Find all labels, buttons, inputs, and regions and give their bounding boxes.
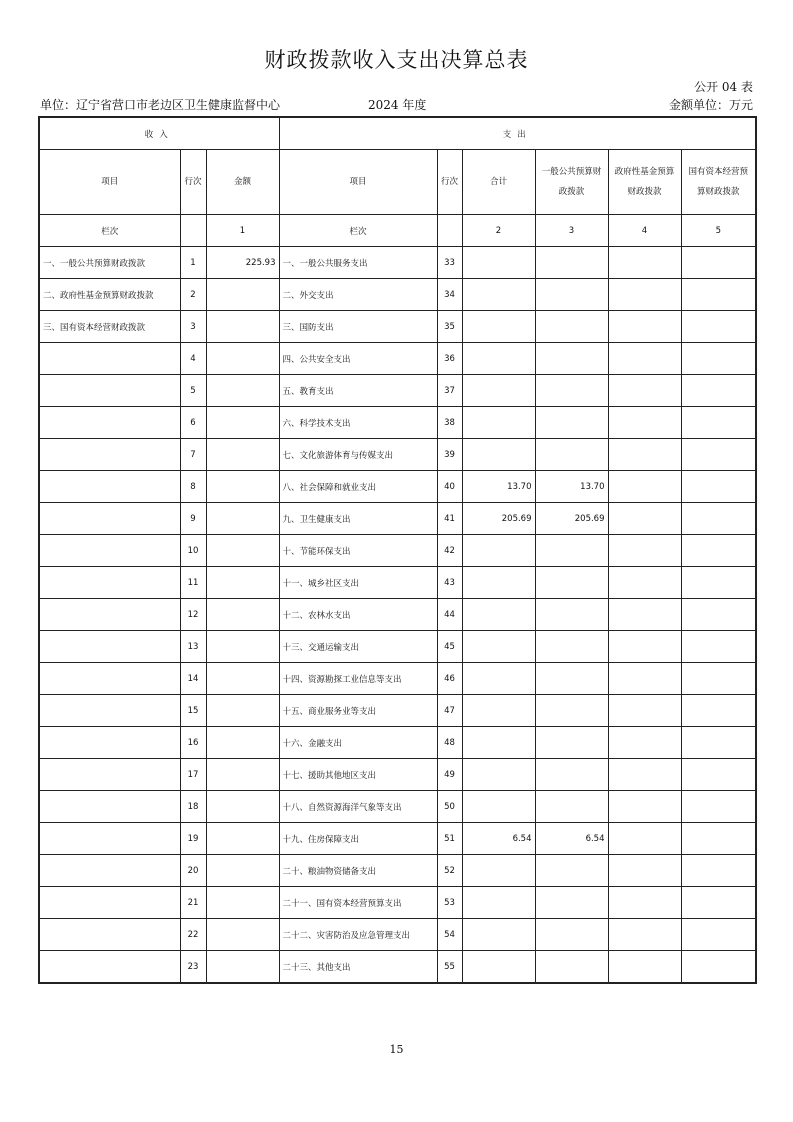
table-row (39, 919, 756, 951)
state-capital-cell (681, 855, 756, 887)
expense-item-cell: 一、一般公共服务支出 (279, 247, 437, 279)
state-capital-cell (681, 311, 756, 343)
income-rowno-cell: 18 (180, 791, 206, 823)
gov-fund-cell (608, 311, 681, 343)
state-capital-cell (681, 887, 756, 919)
table-row (39, 471, 756, 503)
general-budget-cell (535, 343, 608, 375)
total-cell (462, 759, 535, 791)
col-empty-2 (437, 215, 462, 247)
general-budget-cell (535, 247, 608, 279)
table-row (39, 311, 756, 343)
expense-item-cell: 六、科学技术支出 (279, 407, 437, 439)
expense-item-cell: 二、外交支出 (279, 279, 437, 311)
gov-fund-cell (608, 727, 681, 759)
total-cell (462, 919, 535, 951)
income-item-cell (39, 823, 180, 855)
total-cell (462, 631, 535, 663)
state-capital-cell (681, 759, 756, 791)
gov-fund-cell (608, 887, 681, 919)
income-rowno-cell: 4 (180, 343, 206, 375)
col-empty-1 (180, 215, 206, 247)
general-budget-cell (535, 695, 608, 727)
expense-item-cell: 九、卫生健康支出 (279, 503, 437, 535)
expense-item-cell: 十四、资源勘探工业信息等支出 (279, 663, 437, 695)
income-amount-cell (206, 823, 279, 855)
income-rowno-cell: 14 (180, 663, 206, 695)
total-cell: 6.54 (462, 823, 535, 855)
gov-fund-cell (608, 247, 681, 279)
state-capital-cell (681, 439, 756, 471)
income-amount-header: 金额 (206, 150, 279, 215)
state-capital-cell (681, 343, 756, 375)
expense-rowno-cell: 53 (437, 887, 462, 919)
expense-rowno-cell: 35 (437, 311, 462, 343)
gov-fund-cell (608, 599, 681, 631)
col-number-3: 3 (535, 215, 608, 247)
income-amount-cell (206, 791, 279, 823)
col-label-income: 栏次 (39, 215, 180, 247)
general-budget-cell (535, 567, 608, 599)
income-amount-cell (206, 439, 279, 471)
table-row (39, 503, 756, 535)
income-item-cell (39, 535, 180, 567)
income-rowno-cell: 10 (180, 535, 206, 567)
income-amount-cell (206, 343, 279, 375)
unit-row (40, 96, 753, 114)
gov-fund-cell (608, 791, 681, 823)
income-amount-cell (206, 471, 279, 503)
total-header: 合计 (462, 150, 535, 215)
total-cell (462, 791, 535, 823)
general-budget-cell (535, 855, 608, 887)
expense-rowno-cell: 37 (437, 375, 462, 407)
income-item-cell (39, 503, 180, 535)
expense-rowno-cell: 52 (437, 855, 462, 887)
income-rowno-cell: 20 (180, 855, 206, 887)
gov-fund-cell (608, 631, 681, 663)
income-rowno-header: 行次 (180, 150, 206, 215)
income-rowno-cell: 15 (180, 695, 206, 727)
general-budget-cell: 205.69 (535, 503, 608, 535)
expense-item-cell: 十一、城乡社区支出 (279, 567, 437, 599)
expense-item-cell: 十八、自然资源海洋气象等支出 (279, 791, 437, 823)
income-rowno-cell: 17 (180, 759, 206, 791)
income-header: 收入 (39, 117, 279, 150)
income-rowno-cell: 19 (180, 823, 206, 855)
general-budget-cell (535, 919, 608, 951)
total-cell (462, 727, 535, 759)
income-item-cell (39, 343, 180, 375)
expense-rowno-cell: 38 (437, 407, 462, 439)
general-budget-cell (535, 663, 608, 695)
state-capital-cell (681, 503, 756, 535)
income-rowno-cell: 11 (180, 567, 206, 599)
state-capital-cell (681, 535, 756, 567)
gov-fund-cell (608, 567, 681, 599)
total-cell (462, 375, 535, 407)
expense-rowno-cell: 47 (437, 695, 462, 727)
general-budget-cell (535, 791, 608, 823)
expense-rowno-cell: 33 (437, 247, 462, 279)
table-row (39, 951, 756, 984)
gov-fund-header: 政府性基金预算财政拨款 (608, 150, 681, 215)
expense-rowno-cell: 42 (437, 535, 462, 567)
expense-item-cell: 十、节能环保支出 (279, 535, 437, 567)
income-amount-cell (206, 599, 279, 631)
table-row (39, 407, 756, 439)
income-item-cell (39, 375, 180, 407)
total-cell (462, 311, 535, 343)
general-budget-cell (535, 439, 608, 471)
general-budget-cell (535, 535, 608, 567)
expense-item-cell: 四、公共安全支出 (279, 343, 437, 375)
state-capital-cell (681, 375, 756, 407)
expense-rowno-cell: 40 (437, 471, 462, 503)
gov-fund-cell (608, 343, 681, 375)
state-capital-cell (681, 407, 756, 439)
col-label-expense: 栏次 (279, 215, 437, 247)
income-item-header: 项目 (39, 150, 180, 215)
income-item-cell (39, 439, 180, 471)
total-cell (462, 855, 535, 887)
state-capital-cell (681, 471, 756, 503)
expense-rowno-cell: 50 (437, 791, 462, 823)
income-amount-cell (206, 887, 279, 919)
income-rowno-cell: 21 (180, 887, 206, 919)
expense-rowno-cell: 49 (437, 759, 462, 791)
income-rowno-cell: 6 (180, 407, 206, 439)
income-rowno-cell: 23 (180, 951, 206, 984)
gov-fund-cell (608, 759, 681, 791)
income-item-cell (39, 759, 180, 791)
income-item-cell (39, 855, 180, 887)
table-row (39, 279, 756, 311)
year-label: 2024 年度 (368, 98, 427, 112)
income-rowno-cell: 3 (180, 311, 206, 343)
total-cell (462, 407, 535, 439)
state-capital-cell (681, 951, 756, 984)
income-rowno-cell: 16 (180, 727, 206, 759)
expense-item-cell: 三、国防支出 (279, 311, 437, 343)
expense-rowno-cell: 36 (437, 343, 462, 375)
total-cell (462, 247, 535, 279)
income-amount-cell (206, 503, 279, 535)
income-item-cell (39, 695, 180, 727)
expense-item-cell: 七、文化旅游体育与传媒支出 (279, 439, 437, 471)
general-budget-cell (535, 407, 608, 439)
expense-item-cell: 八、社会保障和就业支出 (279, 471, 437, 503)
gov-fund-cell (608, 823, 681, 855)
gov-fund-cell (608, 279, 681, 311)
income-item-cell (39, 887, 180, 919)
gov-fund-cell (608, 663, 681, 695)
income-item-cell: 一、一般公共预算财政拨款 (39, 247, 180, 279)
expense-item-cell: 十五、商业服务业等支出 (279, 695, 437, 727)
income-item-cell (39, 791, 180, 823)
table-row (39, 567, 756, 599)
amount-unit-label: 金额单位：万元 (668, 98, 753, 112)
expense-item-header: 项目 (279, 150, 437, 215)
expense-rowno-cell: 54 (437, 919, 462, 951)
state-capital-header: 国有资本经营预算财政拨款 (681, 150, 756, 215)
expense-item-cell: 十二、农林水支出 (279, 599, 437, 631)
col-number-5: 5 (681, 215, 756, 247)
budget-table (38, 116, 757, 984)
total-cell: 205.69 (462, 503, 535, 535)
expense-rowno-cell: 43 (437, 567, 462, 599)
income-item-cell (39, 567, 180, 599)
total-cell (462, 279, 535, 311)
income-rowno-cell: 12 (180, 599, 206, 631)
income-rowno-cell: 2 (180, 279, 206, 311)
expense-item-cell: 二十一、国有资本经营预算支出 (279, 887, 437, 919)
table-row (39, 375, 756, 407)
income-rowno-cell: 22 (180, 919, 206, 951)
state-capital-cell (681, 919, 756, 951)
income-item-cell (39, 727, 180, 759)
income-amount-cell (206, 535, 279, 567)
table-row (39, 855, 756, 887)
total-cell (462, 599, 535, 631)
expense-item-cell: 十三、交通运输支出 (279, 631, 437, 663)
income-item-cell (39, 631, 180, 663)
gov-fund-cell (608, 535, 681, 567)
general-budget-cell (535, 759, 608, 791)
expense-rowno-cell: 41 (437, 503, 462, 535)
income-rowno-cell: 13 (180, 631, 206, 663)
table-row (39, 727, 756, 759)
general-budget-cell (535, 375, 608, 407)
income-item-cell (39, 599, 180, 631)
expense-item-cell: 二十三、其他支出 (279, 951, 437, 984)
expense-rowno-header: 行次 (437, 150, 462, 215)
table-row (39, 343, 756, 375)
gov-fund-cell (608, 919, 681, 951)
page-number: 15 (389, 1043, 404, 1056)
expense-rowno-cell: 48 (437, 727, 462, 759)
income-amount-cell (206, 279, 279, 311)
general-budget-cell (535, 599, 608, 631)
total-cell (462, 663, 535, 695)
state-capital-cell (681, 247, 756, 279)
col-number-2: 2 (462, 215, 535, 247)
expense-rowno-cell: 44 (437, 599, 462, 631)
expense-item-cell: 十九、住房保障支出 (279, 823, 437, 855)
gov-fund-cell (608, 503, 681, 535)
expense-rowno-cell: 55 (437, 951, 462, 984)
total-cell (462, 535, 535, 567)
table-row (39, 759, 756, 791)
income-amount-cell: 225.93 (206, 247, 279, 279)
income-amount-cell (206, 727, 279, 759)
expense-rowno-cell: 46 (437, 663, 462, 695)
income-amount-cell (206, 567, 279, 599)
income-amount-cell (206, 663, 279, 695)
table-row (39, 791, 756, 823)
total-cell (462, 439, 535, 471)
income-item-cell (39, 663, 180, 695)
income-item-cell: 二、政府性基金预算财政拨款 (39, 279, 180, 311)
expense-item-cell: 十七、援助其他地区支出 (279, 759, 437, 791)
table-row (39, 535, 756, 567)
state-capital-cell (681, 567, 756, 599)
gov-fund-cell (608, 695, 681, 727)
income-rowno-cell: 5 (180, 375, 206, 407)
expense-item-cell: 五、教育支出 (279, 375, 437, 407)
income-amount-cell (206, 311, 279, 343)
income-amount-cell (206, 855, 279, 887)
state-capital-cell (681, 823, 756, 855)
table-row (39, 695, 756, 727)
income-rowno-cell: 7 (180, 439, 206, 471)
total-cell (462, 951, 535, 984)
table-row (39, 887, 756, 919)
income-amount-cell (206, 375, 279, 407)
expense-item-cell: 二十二、灾害防治及应急管理支出 (279, 919, 437, 951)
unit-label: 单位：辽宁省营口市老边区卫生健康监督中心 (40, 98, 281, 112)
income-amount-cell (206, 951, 279, 984)
income-amount-cell (206, 919, 279, 951)
expense-item-cell: 十六、金融支出 (279, 727, 437, 759)
expense-item-cell: 二十、粮油物资储备支出 (279, 855, 437, 887)
gov-fund-cell (608, 951, 681, 984)
general-budget-cell: 13.70 (535, 471, 608, 503)
state-capital-cell (681, 663, 756, 695)
income-item-cell: 三、国有资本经营财政拨款 (39, 311, 180, 343)
general-budget-cell (535, 279, 608, 311)
total-cell (462, 567, 535, 599)
total-cell (462, 887, 535, 919)
total-cell: 13.70 (462, 471, 535, 503)
form-number: 公开 04 表 (694, 80, 753, 94)
income-amount-cell (206, 407, 279, 439)
state-capital-cell (681, 791, 756, 823)
income-item-cell (39, 919, 180, 951)
income-rowno-cell: 8 (180, 471, 206, 503)
table-row (39, 247, 756, 279)
income-item-cell (39, 407, 180, 439)
state-capital-cell (681, 727, 756, 759)
expense-header: 支出 (279, 117, 756, 150)
general-budget-header: 一般公共预算财政拨款 (535, 150, 608, 215)
gov-fund-cell (608, 407, 681, 439)
state-capital-cell (681, 695, 756, 727)
general-budget-cell (535, 887, 608, 919)
income-item-cell (39, 951, 180, 984)
income-rowno-cell: 1 (180, 247, 206, 279)
table-row (39, 663, 756, 695)
general-budget-cell (535, 631, 608, 663)
col-number-4: 4 (608, 215, 681, 247)
gov-fund-cell (608, 471, 681, 503)
expense-rowno-cell: 34 (437, 279, 462, 311)
table-row (39, 599, 756, 631)
expense-rowno-cell: 45 (437, 631, 462, 663)
gov-fund-cell (608, 439, 681, 471)
gov-fund-cell (608, 855, 681, 887)
income-amount-cell (206, 759, 279, 791)
expense-rowno-cell: 39 (437, 439, 462, 471)
table-row (39, 439, 756, 471)
general-budget-cell (535, 311, 608, 343)
table-row (39, 823, 756, 855)
income-amount-cell (206, 631, 279, 663)
general-budget-cell (535, 951, 608, 984)
income-amount-cell (206, 695, 279, 727)
general-budget-cell: 6.54 (535, 823, 608, 855)
page-title: 财政拨款收入支出决算总表 (264, 48, 529, 72)
total-cell (462, 695, 535, 727)
general-budget-cell (535, 727, 608, 759)
col-number-1: 1 (206, 215, 279, 247)
table-row (39, 631, 756, 663)
income-item-cell (39, 471, 180, 503)
state-capital-cell (681, 599, 756, 631)
total-cell (462, 343, 535, 375)
income-rowno-cell: 9 (180, 503, 206, 535)
state-capital-cell (681, 279, 756, 311)
state-capital-cell (681, 631, 756, 663)
gov-fund-cell (608, 375, 681, 407)
expense-rowno-cell: 51 (437, 823, 462, 855)
